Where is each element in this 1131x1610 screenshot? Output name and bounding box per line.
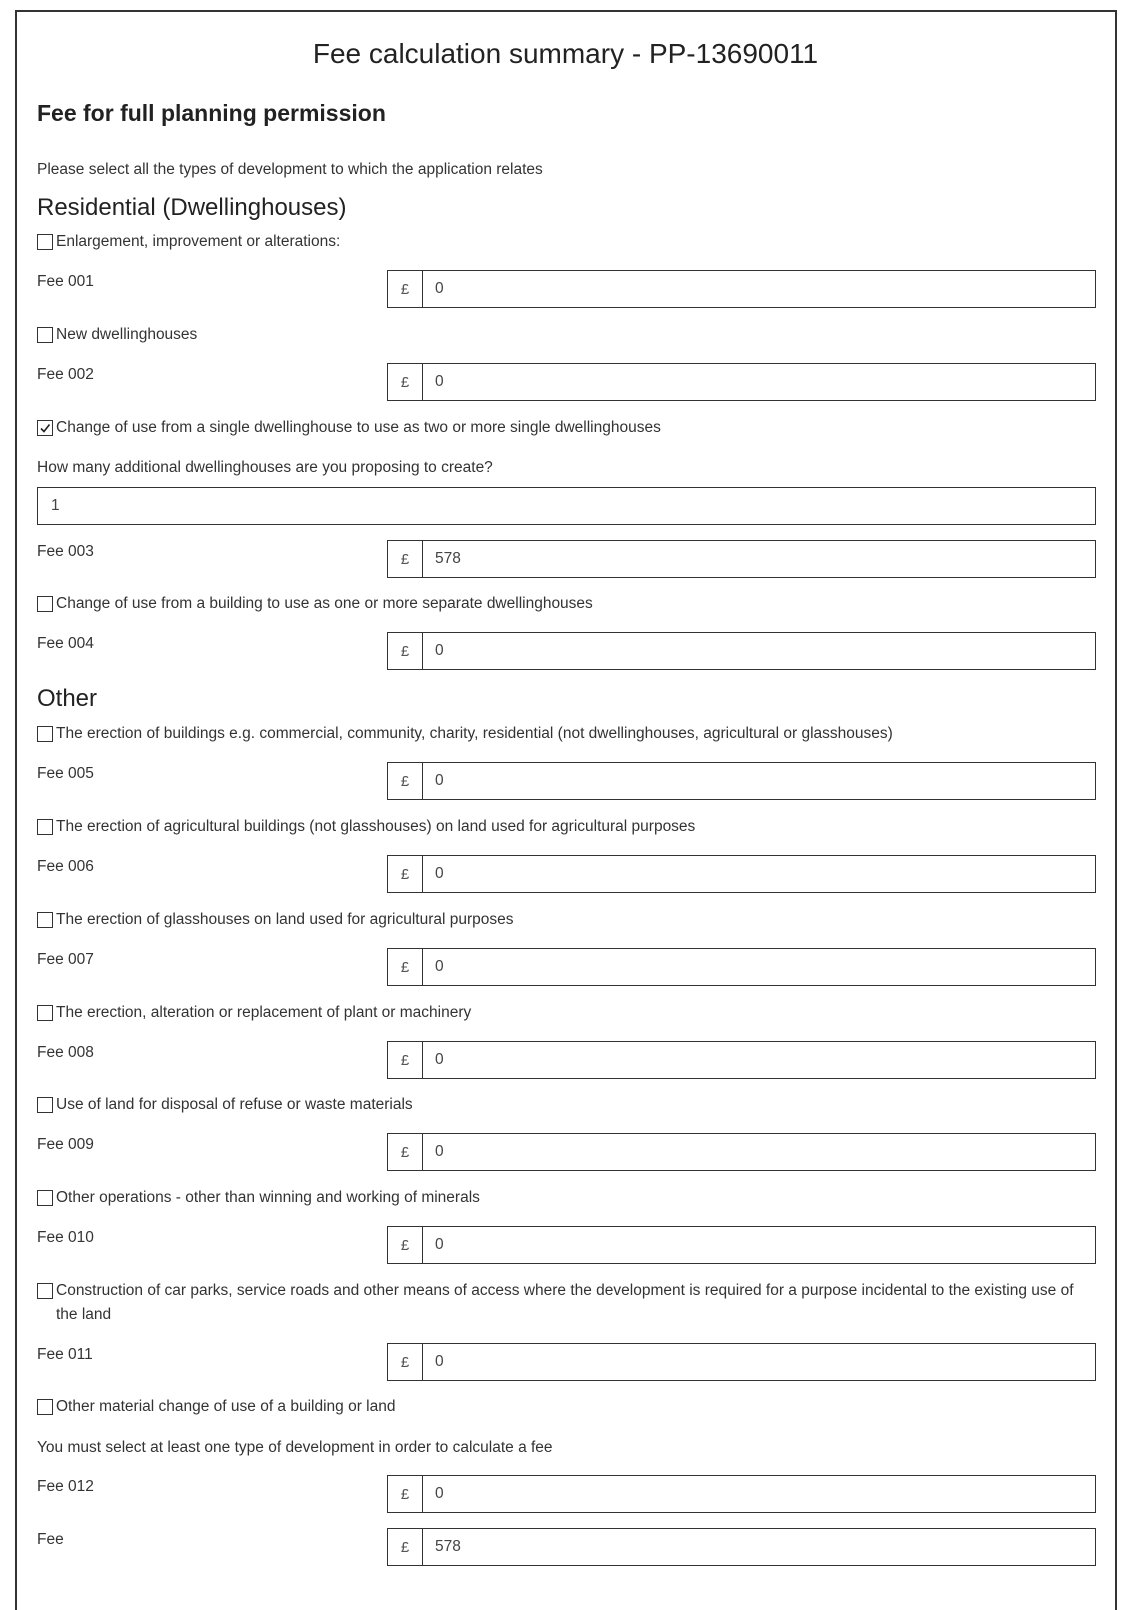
fee-009-value: 0	[435, 1143, 444, 1160]
pound-icon: £	[388, 364, 423, 400]
fee-002-input[interactable]	[387, 363, 1096, 401]
checkbox[interactable]	[37, 234, 53, 250]
checkbox[interactable]	[37, 1190, 53, 1206]
checkbox-checked[interactable]	[37, 420, 53, 436]
fee-004-value: 0	[435, 642, 444, 659]
additional-dwellinghouses-question: How many additional dwellinghouses are you proposing to create?	[37, 459, 493, 476]
pound-icon: £	[388, 1476, 423, 1512]
fee-011-input[interactable]	[387, 1343, 1096, 1381]
checkbox-row-refuse-disposal[interactable]	[37, 1093, 413, 1117]
fee-008-label: Fee 008	[37, 1044, 94, 1061]
checkbox-row-agricultural-buildings[interactable]	[37, 815, 695, 839]
fee-012-value: 0	[435, 1485, 444, 1502]
fee-007-input[interactable]	[387, 948, 1096, 986]
pound-icon: £	[388, 763, 423, 799]
total-fee-label: Fee	[37, 1531, 64, 1548]
fee-009-label: Fee 009	[37, 1136, 94, 1153]
checkbox[interactable]	[37, 327, 53, 343]
checkbox-row-material-change-of-use[interactable]	[37, 1395, 396, 1419]
total-fee-input[interactable]	[387, 1528, 1096, 1566]
fee-003-label: Fee 003	[37, 543, 94, 560]
checkbox[interactable]	[37, 1399, 53, 1415]
checkbox-row-new-dwellinghouses[interactable]	[37, 323, 197, 347]
fee-003-input[interactable]	[387, 540, 1096, 578]
validation-note: You must select at least one type of development in order to calculate a fee	[37, 1439, 553, 1456]
checkbox-label: Enlargement, improvement or alterations:	[56, 233, 341, 250]
fee-012-input[interactable]	[387, 1475, 1096, 1513]
checkbox[interactable]	[37, 912, 53, 928]
checkbox[interactable]	[37, 1097, 53, 1113]
checkbox-label: The erection of buildings e.g. commercial, community, charity, residential (not dwellinghouses, agricultural or glasshouses)	[56, 725, 893, 742]
intro-text: Please select all the types of development to which the application relates	[37, 161, 543, 178]
fee-005-label: Fee 005	[37, 765, 94, 782]
additional-dwellinghouses-input[interactable]: 1	[37, 487, 1096, 525]
checkbox[interactable]	[37, 596, 53, 612]
pound-icon: £	[388, 271, 423, 307]
checkbox-label: The erection, alteration or replacement of plant or machinery	[56, 1004, 472, 1021]
fee-008-value: 0	[435, 1051, 444, 1068]
fee-010-label: Fee 010	[37, 1229, 94, 1246]
checkbox-label: Other material change of use of a building or land	[56, 1398, 396, 1415]
fee-001-input[interactable]	[387, 270, 1096, 308]
other-heading: Other	[37, 685, 98, 712]
pound-icon: £	[388, 1134, 423, 1170]
pound-icon: £	[388, 633, 423, 669]
checkbox-row-plant-machinery[interactable]	[37, 1001, 471, 1025]
checkbox-label: Other operations - other than winning and working of minerals	[56, 1189, 480, 1206]
pound-icon: £	[388, 541, 423, 577]
fee-004-label: Fee 004	[37, 635, 94, 652]
section-title: Fee for full planning permission	[37, 100, 386, 126]
fee-009-input[interactable]	[387, 1133, 1096, 1171]
pound-icon: £	[388, 1042, 423, 1078]
pound-icon: £	[388, 1227, 423, 1263]
checkbox-row-glasshouses[interactable]	[37, 908, 514, 932]
fee-006-input[interactable]	[387, 855, 1096, 893]
fee-012-label: Fee 012	[37, 1478, 94, 1495]
page-title: Fee calculation summary - PP-13690011	[312, 38, 819, 69]
fee-010-value: 0	[435, 1236, 444, 1253]
checkbox-label: The erection of glasshouses on land used for agricultural purposes	[56, 911, 514, 928]
pound-icon: £	[388, 949, 423, 985]
pound-icon: £	[388, 1529, 423, 1565]
fee-007-label: Fee 007	[37, 951, 94, 968]
fee-005-input[interactable]	[387, 762, 1096, 800]
fee-011-value: 0	[435, 1353, 444, 1370]
checkbox-row-enlargement[interactable]	[37, 230, 340, 254]
checkbox-row-change-of-use-dwellinghouse[interactable]	[37, 416, 661, 440]
checkbox-label: The erection of agricultural buildings (not glasshouses) on land used for agricultural purposes	[56, 818, 696, 835]
fee-006-value: 0	[435, 865, 444, 882]
checkbox[interactable]	[37, 726, 53, 742]
checkbox-row-car-parks[interactable]	[37, 1279, 1086, 1327]
pound-icon: £	[388, 1344, 423, 1380]
fee-003-value: 578	[435, 550, 461, 567]
fee-010-input[interactable]	[387, 1226, 1096, 1264]
residential-heading: Residential (Dwellinghouses)	[37, 194, 347, 221]
fee-004-input[interactable]	[387, 632, 1096, 670]
checkbox-label: Change of use from a single dwellinghouse to use as two or more single dwellinghouses	[56, 419, 661, 436]
pound-icon: £	[388, 856, 423, 892]
checkbox-label: Construction of car parks, service roads and other means of access where the development is required for a purpose incidental to the existing use of the land	[56, 1282, 1074, 1323]
checkbox[interactable]	[37, 819, 53, 835]
checkbox-label: Change of use from a building to use as one or more separate dwellinghouses	[56, 595, 593, 612]
checkbox-label: Use of land for disposal of refuse or waste materials	[56, 1096, 413, 1113]
checkbox-row-other-operations[interactable]	[37, 1186, 480, 1210]
fee-011-label: Fee 011	[37, 1346, 93, 1363]
checkbox[interactable]	[37, 1283, 53, 1299]
checkbox-row-erection-of-buildings[interactable]	[37, 722, 893, 746]
fee-001-value: 0	[435, 280, 444, 297]
fee-002-label: Fee 002	[37, 366, 94, 383]
checkbox-label: New dwellinghouses	[56, 326, 198, 343]
checkmark-icon	[39, 422, 51, 434]
fee-008-input[interactable]	[387, 1041, 1096, 1079]
fee-002-value: 0	[435, 373, 444, 390]
checkbox[interactable]	[37, 1005, 53, 1021]
fee-005-value: 0	[435, 772, 444, 789]
fee-006-label: Fee 006	[37, 858, 94, 875]
total-fee-value: 578	[435, 1538, 461, 1555]
fee-001-label: Fee 001	[37, 273, 94, 290]
checkbox-row-change-of-use-building[interactable]	[37, 592, 593, 616]
fee-007-value: 0	[435, 958, 444, 975]
